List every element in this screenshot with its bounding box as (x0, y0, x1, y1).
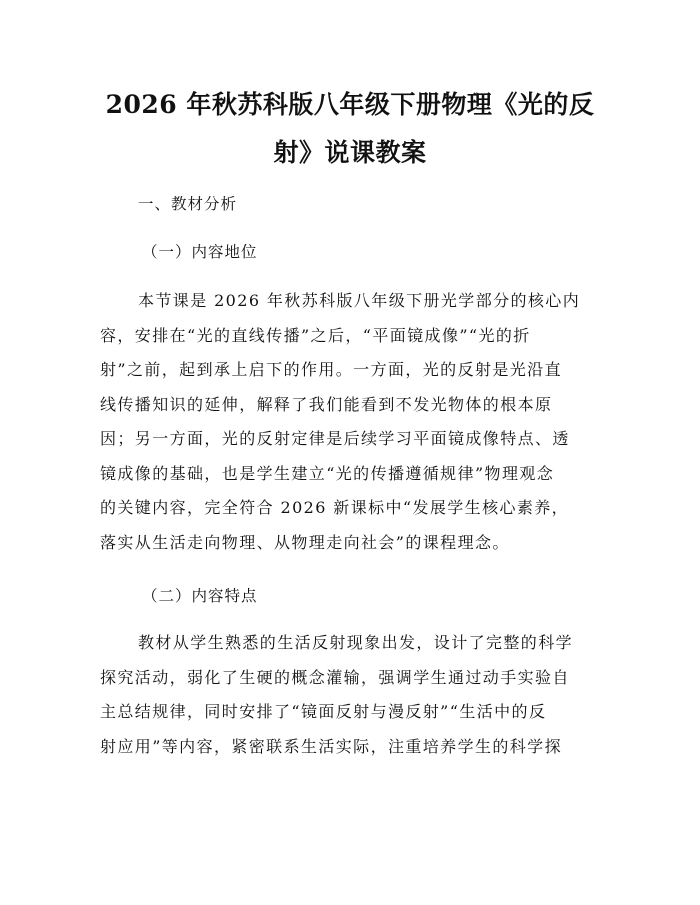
section-heading-teaching-material-analysis: 一、教材分析 (138, 195, 238, 213)
title-line-1: 2026 年秋苏科版八年级下册物理《光的反 (105, 90, 595, 119)
subsection-heading-content-features: （二）内容特点 (142, 587, 258, 605)
subsection-heading-content-position: （一）内容地位 (142, 243, 258, 261)
title-line-2: 射》说课教案 (273, 138, 427, 167)
paragraph-line: 本节课是 2026 年秋苏科版八年级下册光学部分的核心内 (138, 291, 581, 310)
paragraph-line: 线传播知识的延伸，解释了我们能看到不发光物体的根本原 (100, 394, 553, 414)
paragraph-line: 容，安排在“光的直线传播”之后，“平面镜成像”“光的折 (100, 325, 531, 345)
paragraph-line: 镜成像的基础，也是学生建立“光的传播遵循规律”物理观念 (100, 463, 555, 483)
paragraph-line: 落实从生活走向物理、从物理走向社会”的课程理念。 (100, 532, 510, 552)
paragraph-content-features (100, 626, 600, 764)
paragraph-line: 教材从学生熟悉的生活反射现象出发，设计了完整的科学 (138, 633, 574, 652)
paragraph-line: 射”之前，起到承上启下的作用。一方面，光的反射是光沿直 (100, 360, 562, 379)
paragraph-line: 因；另一方面，光的反射定律是后续学习平面镜成像特点、透 (100, 429, 570, 448)
paragraph-line: 探究活动，弱化了生硬的概念灌输，强调学生通过动手实验自 (100, 667, 570, 687)
paragraph-content-position (100, 284, 600, 560)
paragraph-line: 主总结规律，同时安排了“镜面反射与漫反射”“生活中的反 (100, 702, 547, 721)
paragraph-line: 射应用”等内容，紧密联系生活实际，注重培养学生的科学探 (100, 736, 562, 756)
paragraph-line: 的关键内容，完全符合 2026 新课标中“发展学生核心素养， (100, 498, 570, 517)
